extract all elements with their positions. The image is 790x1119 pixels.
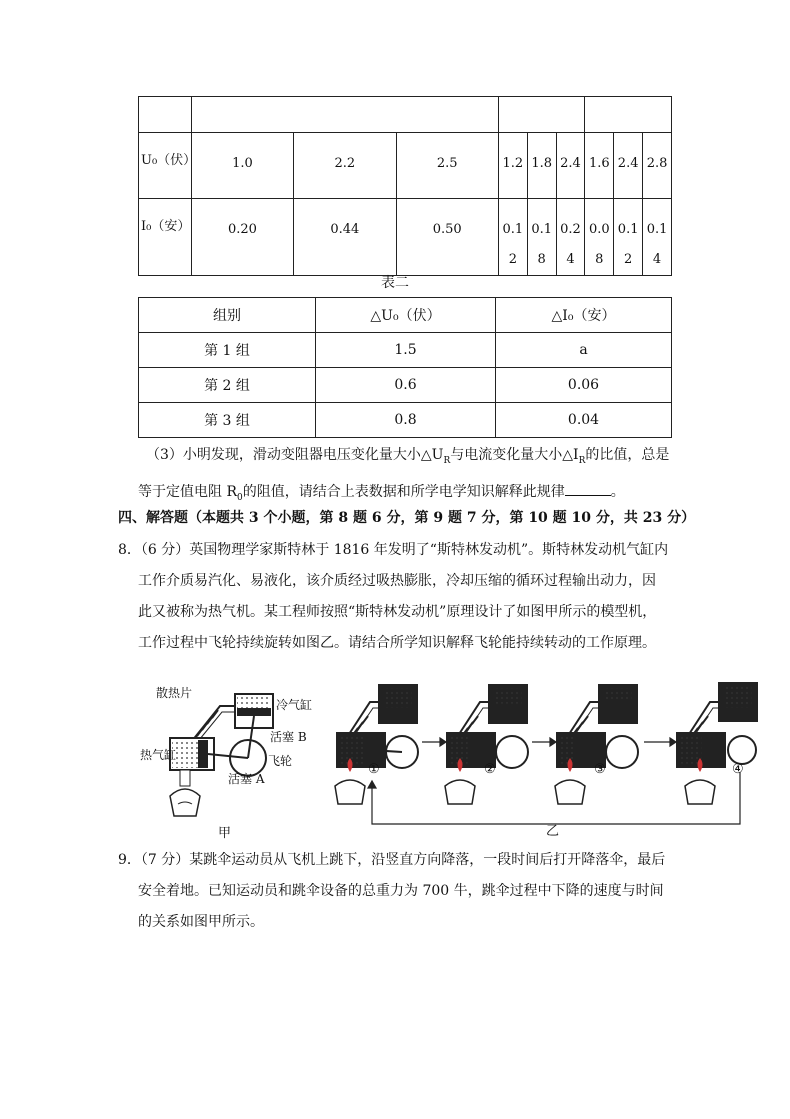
table1-cell: 0.50 — [396, 199, 498, 276]
data-table-1 — [138, 96, 672, 276]
table2-cell: 第 1 组 — [139, 333, 316, 368]
q3-line-1 — [146, 440, 669, 477]
table1-cell: 1.2 — [498, 133, 527, 199]
table2-header: 组别 — [139, 298, 316, 333]
table1-header-cell — [585, 97, 672, 133]
step-3-engine — [555, 684, 638, 804]
label-hot-cylinder: 热气缸 — [140, 748, 177, 762]
q3-text: 。 — [610, 483, 625, 500]
table1-cell: 1.0 — [191, 133, 293, 199]
table1-cell: 1.8 — [527, 133, 556, 199]
table1-header-cell — [498, 97, 584, 133]
table2-cell: 第 3 组 — [139, 403, 316, 438]
table1-cell: 2.2 — [294, 133, 396, 199]
table1-header-cell — [191, 97, 498, 133]
q8-line: 此又被称为热气机。某工程师按照“斯特林发动机”原理设计了如图甲所示的模型机， — [138, 604, 657, 620]
q8-line: 工作过程中飞轮持续旋转如图乙。请结合所学知识解释飞轮能持续转动的工作原理。 — [138, 635, 656, 651]
table1-cell: 0.0 8 — [585, 199, 614, 276]
table2-cell: 第 2 组 — [139, 368, 316, 403]
table2-cell: 1.5 — [316, 333, 496, 368]
label-radiator: 散热片 — [156, 686, 193, 700]
section-4-heading: 四、解答题（本题共 3 个小题，第 8 题 6 分，第 9 题 7 分，第 10 题 10 分，共 23 分） — [118, 510, 696, 526]
table2-header: △U₀（伏） — [316, 298, 496, 333]
data-table-2 — [138, 297, 672, 438]
table1-cell: 1.6 — [585, 133, 614, 199]
flywheel — [606, 736, 638, 768]
table2-caption: 表二 — [381, 275, 409, 291]
table1-cell: 0.1 2 — [614, 199, 643, 276]
question-8 — [118, 535, 668, 659]
table1-row-label: I₀（安） — [139, 199, 192, 276]
question-9 — [118, 845, 665, 938]
step-number-4: ④ — [732, 762, 744, 777]
table2-cell: a — [496, 333, 672, 368]
step-2-engine — [445, 684, 528, 804]
table1-cell: 0.20 — [191, 199, 293, 276]
q3-sub: R — [443, 455, 451, 466]
q3-text: 的比值，总是 — [585, 447, 670, 463]
label-cold-cylinder: 冷气缸 — [276, 698, 313, 712]
label-jia: 甲 — [218, 826, 232, 841]
label-piston-a: 活塞 A — [228, 772, 265, 786]
flywheel — [728, 736, 756, 764]
answer-blank[interactable] — [565, 481, 611, 496]
q9-line: 的关系如图甲所示。 — [138, 914, 264, 930]
q3-text: 的阻值，请结合上表数据和所学电学知识解释此规律 — [242, 483, 565, 500]
table1-cell: 2.8 — [643, 133, 672, 199]
table1-header-blank — [139, 97, 192, 133]
figure-jia-engine — [170, 694, 273, 816]
label-flywheel: 飞轮 — [268, 754, 293, 768]
step-number-2: ② — [484, 762, 496, 777]
q8-line: 8．（6 分）英国物理学家斯特林于 1816 年发明了“斯特林发动机”。斯特林发动机气缸内 — [118, 542, 669, 558]
step-1-engine — [335, 684, 418, 804]
table1-cell: 0.44 — [294, 199, 396, 276]
q3-text: 等于定值电阻 R — [138, 483, 237, 500]
q3-text: 与电流变化量大小△I — [450, 447, 579, 463]
table1-cell: 2.4 — [614, 133, 643, 199]
table1-cell: 0.2 4 — [556, 199, 585, 276]
label-piston-b: 活塞 B — [270, 730, 307, 744]
step-4-engine — [676, 682, 758, 804]
table1-cell: 0.1 4 — [643, 199, 672, 276]
stirling-engine-figure — [140, 676, 760, 842]
q8-line: 工作介质易汽化、易液化，该介质经过吸热膨胀，冷却压缩的循环过程输出动力，因 — [138, 573, 656, 589]
engine-diagram — [140, 676, 760, 842]
table1-cell: 2.4 — [556, 133, 585, 199]
table1-cell: 0.1 8 — [527, 199, 556, 276]
q3-sub: R — [578, 455, 586, 466]
table1-cell: 2.5 — [396, 133, 498, 199]
q3-text: （3）小明发现，滑动变阻器电压变化量大小△U — [146, 447, 444, 463]
label-yi: 乙 — [546, 824, 560, 839]
table2-cell: 0.8 — [316, 403, 496, 438]
step-number-3: ③ — [594, 762, 606, 777]
table2-cell: 0.06 — [496, 368, 672, 403]
q3-sub: 0 — [237, 492, 243, 503]
table2-cell: 0.04 — [496, 403, 672, 438]
step-number-1: ① — [368, 762, 380, 777]
table1-cell: 0.1 2 — [498, 199, 527, 276]
q9-line: 9．（7 分）某跳伞运动员从飞机上跳下，沿竖直方向降落，一段时间后打开降落伞，最后 — [118, 852, 666, 868]
table1-row-label: U₀（伏） — [139, 133, 192, 199]
flywheel — [496, 736, 528, 768]
table2-header: △I₀（安） — [496, 298, 672, 333]
q9-line: 安全着地。已知运动员和跳伞设备的总重力为 700 牛，跳伞过程中下降的速度与时间 — [138, 883, 664, 899]
table2-cell: 0.6 — [316, 368, 496, 403]
